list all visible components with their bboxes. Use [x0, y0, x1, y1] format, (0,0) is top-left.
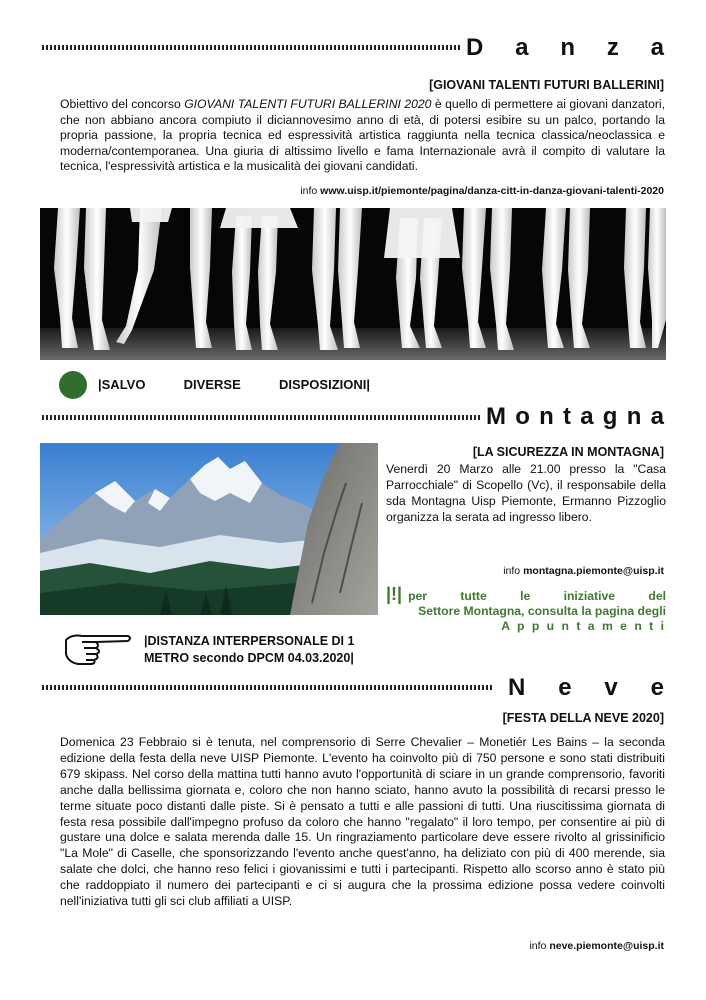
ballet-legs-illustration [40, 208, 666, 360]
title-letter: v [604, 674, 618, 701]
montagna-email-link[interactable]: montagna.piemonte@uisp.it [523, 565, 664, 577]
title-letter: n [539, 403, 554, 430]
neve-paragraph: Domenica 23 Febbraio si è tenuta, nel comprensorio di Serre Chevalier – Monetiér Les Bains – la seconda edizione della festa della neve UISP Piemonte. L'evento ha coinvolto più di 750 persone e sono stati distribuiti 679 skipass. Nel corso della mattina tutti hanno avuto l'opportunità di sciare in un grande comprensorio, favoriti anche dalla bellissima giornata e, coloro che non hanno sciato, hanno avuto la possibilità di recarsi presso le terme situate poco distanti dalle piste. Si è pensato a tutti e alle passioni di tutti. Una riuscitissima giornata di festa resa possibile dall'impegno profuso da coloro che hanno "regalato" il loro tempo, per consentire ai più di gustare una dolce e salata merenda dalle 15. Un ringraziamento particolare deve essere rivolto al grissinificio "La Mole" di Caselle, che sponsorizzando l'evento anche quest'anno, ha deliziato con più di 400 merende, sia salate che dolci, che hanno reso felici i giovanissimi e tutti i partecipanti. Rispetto allo scorso anno è stato più che raddoppiato il numero dei partecipanti e ci si augura che la prossima edizione possa vedere coinvolti nell'iniziativa tutti gli sci club affiliati a UISP. [60, 735, 665, 909]
section-title-danza [466, 34, 664, 62]
danza-info-link[interactable]: www.uisp.it/piemonte/pagina/danza-citt-in-danza-giovani-talenti-2020 [320, 185, 664, 197]
green-note-text: Settore Montagna, consulta la pagina degli [418, 603, 666, 618]
section-title-montagna [486, 403, 664, 431]
mountain-photo [40, 443, 378, 615]
notice-word: DIVERSE [183, 377, 241, 392]
exclamation-mark-icon: |!| [386, 584, 403, 604]
danza-paragraph [60, 97, 665, 175]
title-letter: a [515, 34, 529, 61]
title-letter: n [560, 34, 575, 61]
danza-info [300, 185, 664, 197]
distance-notice-line: METRO secondo DPCM 04.03.2020| [144, 651, 354, 665]
montagna-subtitle: [LA SICUREZZA IN MONTAGNA] [472, 445, 664, 459]
title-letter: a [650, 403, 664, 430]
section-divider-montagna [42, 415, 480, 420]
montagna-paragraph: Venerdì 20 Marzo alle 21.00 presso la "Casa Parrocchiale" di Scopello (Vc), il responsabile della sda Montagna Uisp Piemonte, Ermanno Pizzoglio organizza la serata ad ingresso libero. [386, 462, 666, 524]
montagna-green-note [386, 584, 666, 635]
danza-paragraph-part: è quello di permettere ai giovani danzatori, che non abbiano ancora compiuto il diciannovesimo anno di età, di potersi esibire su un palco, portando la propria passione, la propria tecnica ed espressività artistica raggiunta nella tecnica classica/neoclassica e moderna/contemporanea. Una giuria di altissimo livello e fama Internazionale avrà il compito di valutare la tecnica, l'espressività artistica e la musicalità dei giovani candidati. [60, 97, 665, 173]
notice-word: DISPOSIZIONI| [278, 377, 370, 392]
neve-email-link[interactable]: neve.piemonte@uisp.it [549, 940, 664, 952]
title-letter: o [515, 403, 530, 430]
title-letter: n [626, 403, 642, 430]
section-title-neve [508, 674, 664, 702]
title-letter: t [563, 403, 571, 430]
pointing-hand-icon [62, 628, 134, 666]
info-label: info [300, 185, 321, 197]
title-letter: M [486, 403, 506, 430]
info-label: info [529, 940, 550, 952]
neve-info [529, 940, 664, 952]
distance-notice [144, 633, 354, 667]
notice-salvo-disposizioni [98, 377, 370, 392]
danza-contest-name: GIOVANI TALENTI FUTURI BALLERINI 2020 [184, 97, 432, 111]
green-note-text: per tutte le iniziative del [408, 589, 666, 603]
notice-word: |SALVO [98, 377, 146, 392]
title-letter: a [650, 34, 664, 61]
info-label: info [503, 565, 524, 577]
notice-green-dot [59, 371, 87, 399]
danza-subtitle: [GIOVANI TALENTI FUTURI BALLERINI] [429, 78, 664, 92]
title-letter: N [508, 674, 526, 701]
neve-subtitle: [FESTA DELLA NEVE 2020] [502, 711, 664, 725]
title-letter: g [602, 403, 618, 430]
montagna-info [503, 565, 664, 577]
title-letter: D [466, 34, 484, 61]
title-letter: z [606, 34, 619, 61]
danza-paragraph-part: Obiettivo del concorso [60, 97, 185, 111]
green-note-line-1 [386, 584, 666, 605]
appuntamenti-link[interactable]: A p p u n t a m e n t i [501, 619, 666, 633]
section-divider-danza [42, 45, 460, 50]
title-letter: e [558, 674, 572, 701]
title-letter: a [580, 403, 594, 430]
title-letter: e [650, 674, 664, 701]
section-divider-neve [42, 685, 494, 690]
ballet-legs-photo [40, 208, 666, 360]
distance-notice-line: |DISTANZA INTERPERSONALE DI 1 [144, 634, 355, 648]
mountain-landscape-illustration [40, 443, 378, 615]
